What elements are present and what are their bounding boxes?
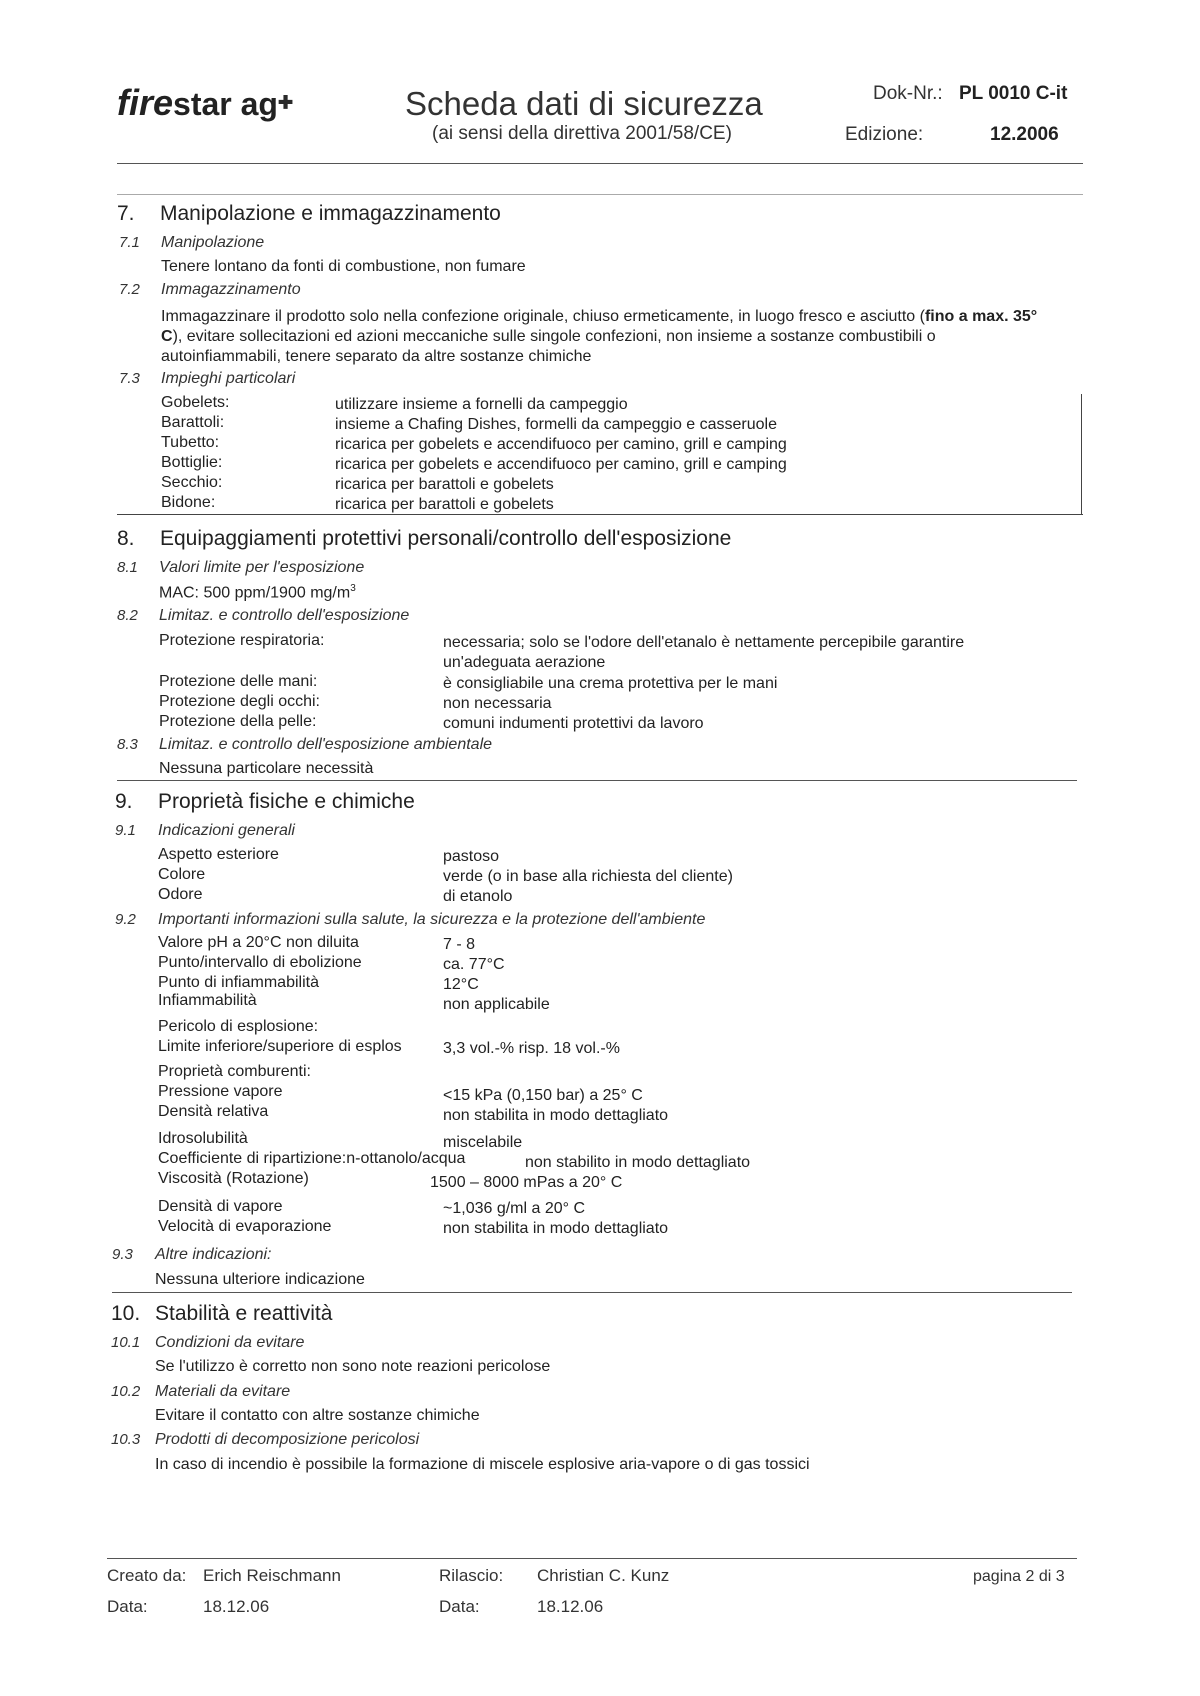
subsection-9-2-number: 9.2 — [115, 911, 136, 928]
release-label: Rilascio: — [439, 1566, 504, 1585]
subsection-8-1-title: Valori limite per l'esposizione — [159, 559, 365, 576]
subsection-8-1-number: 8.1 — [117, 559, 138, 576]
logo-star-text: star ag — [173, 86, 278, 122]
property-label: Velocità di evaporazione — [158, 1218, 332, 1235]
property-label: Aspetto esteriore — [158, 846, 279, 863]
section-8-number: 8. — [117, 527, 135, 550]
page-number: pagina 2 di 3 — [973, 1568, 1065, 1585]
conditions-text: Se l'utilizzo è corretto non sono note reazioni pericolose — [155, 1358, 551, 1375]
document-title: Scheda dati di sicurezza — [405, 85, 763, 122]
date-value: 18.12.06 — [203, 1597, 270, 1616]
subsection-10-2-number: 10.2 — [111, 1383, 141, 1400]
section-9-divider — [112, 1292, 1072, 1293]
property-value: 3,3 vol.-% risp. 18 vol.-% — [443, 1040, 620, 1057]
section-10-number: 10. — [111, 1302, 141, 1325]
subsection-9-3-title: Altre indicazioni: — [155, 1246, 272, 1263]
use-value: utilizzare insieme a fornelli da campeggio — [335, 396, 628, 413]
use-label: Gobelets: — [161, 394, 230, 411]
uses-table-bottom-border — [117, 514, 1083, 515]
subsection-8-3-title: Limitaz. e controllo dell'esposizione ambientale — [159, 736, 493, 753]
section-9-number: 9. — [115, 790, 133, 813]
created-by-value: Erich Reischmann — [203, 1566, 341, 1585]
release-date-label: Data: — [439, 1597, 480, 1616]
storage-temperature: fino a max. 35° C — [161, 308, 1038, 345]
mac-text: MAC: 500 ppm/1900 mg/m — [159, 584, 351, 602]
protection-label: Protezione della pelle: — [159, 713, 317, 730]
edition-value: 12.2006 — [990, 124, 1059, 145]
release-date-value: 18.12.06 — [537, 1597, 604, 1616]
subsection-8-2-number: 8.2 — [117, 607, 138, 624]
subsection-10-3-number: 10.3 — [111, 1431, 141, 1448]
subsection-9-1-title: Indicazioni generali — [158, 822, 295, 839]
property-value: non stabilita in modo dettagliato — [443, 1220, 669, 1237]
subsection-7-3-number: 7.3 — [119, 370, 140, 387]
property-label: Viscosità (Rotazione) — [158, 1170, 309, 1187]
protection-label: Protezione degli occhi: — [159, 693, 320, 710]
subsection-7-2-number: 7.2 — [119, 281, 140, 298]
protection-label: Protezione respiratoria: — [159, 632, 325, 649]
footer-divider — [107, 1558, 1077, 1559]
use-value: ricarica per barattoli e gobelets — [335, 496, 554, 513]
uses-table — [117, 394, 1083, 516]
decomposition-text: In caso di incendio è possibile la formazione di miscele esplosive aria-vapore o di gas tossici — [155, 1456, 810, 1473]
storage-text-start: Immagazzinare il prodotto solo nella confezione originale, chiuso ermeticamente, in luogo fresco e asciutto ( — [161, 308, 925, 325]
property-label: Infiammabilità — [158, 992, 257, 1009]
uses-table-right-border — [1081, 394, 1082, 515]
subsection-10-1-title: Condizioni da evitare — [155, 1334, 305, 1351]
section-8-divider — [117, 780, 1077, 781]
property-label: Densità relativa — [158, 1103, 269, 1120]
protection-value: necessaria; solo se l'odore dell'etanalo è nettamente percepibile garantire — [443, 634, 965, 651]
use-label: Bottiglie: — [161, 454, 223, 471]
subsection-7-2-title: Immagazzinamento — [161, 281, 301, 298]
mac-value — [159, 583, 356, 602]
property-label: Valore pH a 20°C non diluita — [158, 934, 359, 951]
property-value: 7 - 8 — [443, 936, 476, 953]
dok-nr-value: PL 0010 C-it — [959, 83, 1068, 104]
subsection-9-1-number: 9.1 — [115, 822, 136, 839]
section-8-title: Equipaggiamenti protettivi personali/controllo dell'esposizione — [160, 527, 732, 550]
property-value: verde (o in base alla richiesta del cliente) — [443, 868, 733, 885]
use-label: Secchio: — [161, 474, 223, 491]
property-value: <15 kPa (0,150 bar) a 25° C — [443, 1087, 643, 1104]
protection-value-cont: un'adeguata aerazione — [443, 654, 606, 671]
section-10-title: Stabilità e reattività — [155, 1302, 333, 1325]
header-divider-faint — [117, 194, 1083, 195]
storage-text-end: ), evitare sollecitazioni ed azioni meccaniche sulle singole confezioni, non insieme a sostanze combustibili o autoinfiammabili, tenere separato da altre sostanze chimiche — [161, 328, 936, 365]
mac-superscript: 3 — [350, 583, 356, 594]
subsection-10-3-title: Prodotti di decomposizione pericolosi — [155, 1431, 420, 1448]
use-value: ricarica per gobelets e accendifuoco per camino, grill e camping — [335, 436, 787, 453]
property-label: Limite inferiore/superiore di esplos — [158, 1038, 402, 1055]
use-value: ricarica per barattoli e gobelets — [335, 476, 554, 493]
protection-label: Protezione delle mani: — [159, 673, 318, 690]
protection-value: comuni indumenti protettivi da lavoro — [443, 715, 704, 732]
property-value: miscelabile — [443, 1134, 523, 1151]
property-label: Pressione vapore — [158, 1083, 283, 1100]
property-value: di etanolo — [443, 888, 513, 905]
property-label: Idrosolubilità — [158, 1130, 248, 1147]
property-value: non stabilita in modo dettagliato — [443, 1107, 669, 1124]
subsection-7-3-title: Impieghi particolari — [161, 370, 296, 387]
subsection-8-2-title: Limitaz. e controllo dell'esposizione — [159, 607, 410, 624]
property-value: non applicabile — [443, 996, 550, 1013]
property-label: Coefficiente di ripartizione:n-ottanolo/acqua — [158, 1150, 466, 1167]
use-value: ricarica per gobelets e accendifuoco per camino, grill e camping — [335, 456, 787, 473]
property-label: Odore — [158, 886, 203, 903]
dok-nr-label: Dok-Nr.: — [873, 83, 943, 104]
subsection-10-1-number: 10.1 — [111, 1334, 141, 1351]
property-label: Colore — [158, 866, 206, 883]
storage-paragraph — [161, 307, 1041, 367]
subsection-7-1-number: 7.1 — [119, 234, 140, 251]
handling-text: Tenere lontano da fonti di combustione, non fumare — [161, 258, 526, 275]
use-label: Barattoli: — [161, 414, 225, 431]
property-value: non stabilito in modo dettagliato — [525, 1154, 751, 1171]
header-divider — [117, 163, 1083, 164]
property-label: Densità di vapore — [158, 1198, 283, 1215]
use-label: Bidone: — [161, 494, 216, 511]
subsection-7-1-title: Manipolazione — [161, 234, 265, 251]
section-7-number: 7. — [117, 202, 135, 225]
subsection-10-2-title: Materiali da evitare — [155, 1383, 291, 1400]
subsection-9-3-number: 9.3 — [112, 1246, 133, 1263]
materials-text: Evitare il contatto con altre sostanze chimiche — [155, 1407, 480, 1424]
property-label: Punto/intervallo di ebolizione — [158, 954, 362, 971]
use-label: Tubetto: — [161, 434, 220, 451]
property-value: ca. 77°C — [443, 956, 505, 973]
other-info-text: Nessuna ulteriore indicazione — [155, 1271, 365, 1288]
document-subtitle: (ai sensi della direttiva 2001/58/CE) — [432, 123, 732, 144]
subsection-9-2-title: Importanti informazioni sulla salute, la sicurezza e la protezione dell'ambiente — [158, 911, 706, 928]
date-label: Data: — [107, 1597, 148, 1616]
section-9-title: Proprietà fisiche e chimiche — [158, 790, 415, 813]
protection-value: non necessaria — [443, 695, 552, 712]
subsection-8-3-number: 8.3 — [117, 736, 138, 753]
property-value: pastoso — [443, 848, 500, 865]
plus-icon: ✚ — [277, 92, 294, 113]
property-value: ~1,036 g/ml a 20° C — [443, 1200, 586, 1217]
section-7-title: Manipolazione e immagazzinamento — [160, 202, 501, 225]
edition-label: Edizione: — [845, 124, 924, 145]
created-by-label: Creato da: — [107, 1566, 187, 1585]
company-logo — [117, 82, 293, 124]
logo-fire-text: fire — [117, 82, 174, 123]
use-value: insieme a Chafing Dishes, formelli da campeggio e casseruole — [335, 416, 777, 433]
property-value: 1500 – 8000 mPas a 20° C — [430, 1174, 623, 1191]
property-label: Pericolo di esplosione: — [158, 1018, 319, 1035]
env-exposure-text: Nessuna particolare necessità — [159, 760, 374, 777]
release-value: Christian C. Kunz — [537, 1566, 670, 1585]
property-label: Punto di infiammabilità — [158, 974, 319, 991]
protection-value: è consigliabile una crema protettiva per le mani — [443, 675, 778, 692]
property-label: Proprietà comburenti: — [158, 1063, 311, 1080]
property-value: 12°C — [443, 976, 479, 993]
